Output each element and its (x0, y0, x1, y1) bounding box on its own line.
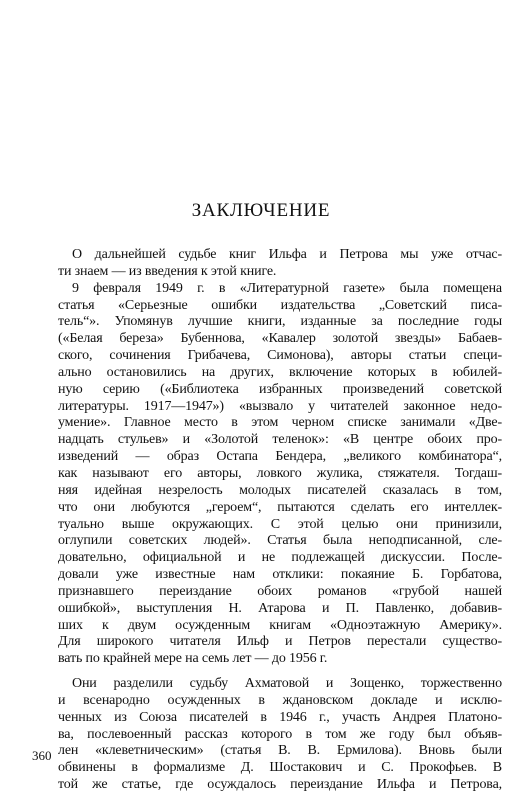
text-line: довали уже известные нам отклики: покаяние Б. Горбатова, (58, 567, 502, 583)
text-line: статья «Серьезные ошибки издательства „Советский писа- (58, 297, 502, 313)
text-line: ную серию («Библиотека избранных произведений советской (58, 381, 502, 397)
text-line: ти знаем — из введения к этой книге. (58, 263, 277, 279)
text-line: ошибкой», выступления Н. Атарова и П. Павленко, добавив- (58, 600, 502, 616)
text-line: оглупили советских людей». Статья была неподписанной, сле- (58, 533, 502, 549)
text-line: лен «клеветническим» (статья В. В. Ермилова). Вновь были (58, 743, 502, 759)
text-line: тель“». Упомянув лучшие книги, изданные за последние годы (58, 314, 502, 330)
text-line: что они любуются „героем“, пытаются сделать его интеллек- (58, 499, 502, 515)
text-line: 9 февраля 1949 г. в «Литературной газете» была помещена (72, 280, 502, 296)
text-line: довательно, официальной и не подлежащей дискуссии. После- (58, 550, 502, 566)
text-line: туально выше окружающих. С этой целью они принизили, (58, 516, 502, 532)
text-line: умение». Главное место в этом черном списке занимали «Две- (58, 415, 502, 431)
paragraph-gap (58, 668, 502, 676)
chapter-heading: ЗАКЛЮЧЕНИЕ (191, 200, 331, 221)
text-line: О дальнейшей судьбе книг Ильфа и Петрова мы уже отчас- (72, 247, 502, 262)
text-line: ально остановились на других, включение которых в юбилей- (58, 364, 502, 380)
text-line: и всенародно осужденных в ждановском докладе и исклю- (58, 692, 502, 708)
text-line: как называют его авторы, ловкого жулика, стяжателя. Тогдаш- (58, 465, 502, 481)
text-line: ва, послевоенный рассказ которого в том же году был объяв- (58, 726, 502, 742)
text-line: литературы. 1917—1947») «вызвало у читателей законное недо- (58, 398, 502, 414)
text-line: вать по крайней мере на семь лет — до 1956 г. (58, 651, 328, 667)
text-line: признавшего переиздание обоих романов «грубой нашей (58, 583, 502, 599)
text-line: няя идейная незрелость молодых писателей сказалась в том, (58, 482, 502, 498)
paragraph (58, 676, 502, 794)
text-line: изведений — образ Остапа Бендера, „великого комбинатора“, (58, 449, 502, 465)
paragraph (58, 281, 502, 668)
page-number: 360 (32, 748, 52, 763)
text-line: обвинены в формализме Д. Шостакович и С. Прокофьев. В (58, 760, 502, 776)
text-line: ших к двум осужденным книгам «Одноэтажную Америку». (58, 617, 502, 633)
body-text (58, 247, 502, 794)
text-line: надцать стульев» и «Золотой теленок»: «В центре обоих про- (58, 432, 502, 448)
paragraph (58, 247, 502, 281)
text-line: («Белая береза» Бубеннова, «Кавалер золотой звезды» Бабаев- (58, 331, 502, 347)
text-line: Они разделили судьбу Ахматовой и Зощенко, торжественно (72, 676, 502, 692)
text-line: ского, сочинения Грибачева, Симонова), авторы статьи специ- (58, 348, 502, 364)
text-line: той же статье, где осуждалось переиздание Ильфа и Петрова, (58, 777, 502, 793)
text-line: ченных из Союза писателей в 1946 г., участь Андрея Платоно- (58, 709, 502, 725)
text-line: Для широкого читателя Ильф и Петров перестали существо- (58, 634, 502, 650)
